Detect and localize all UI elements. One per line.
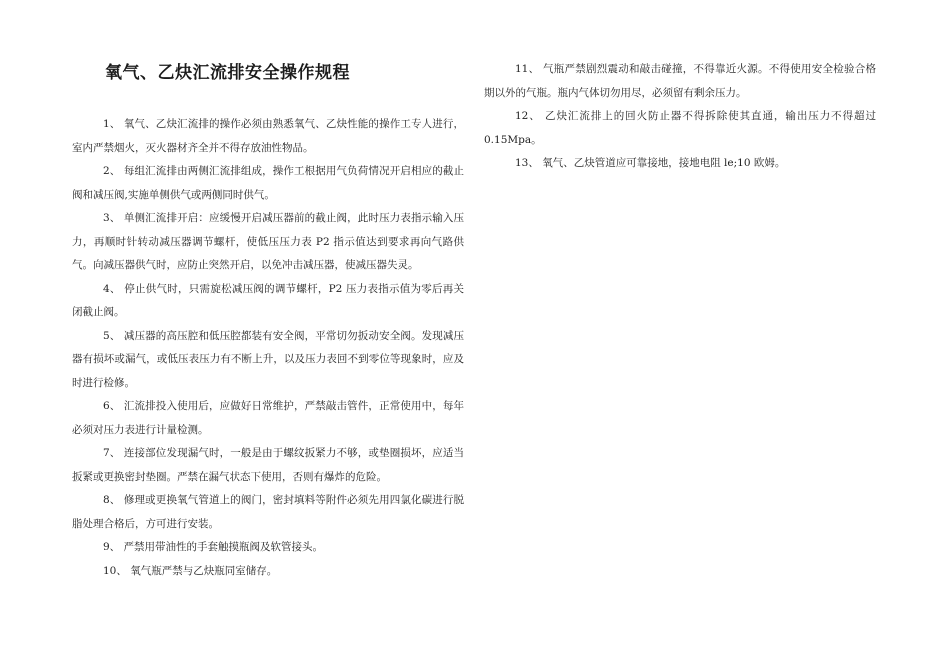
rule-item-4: 4、 停止供气时，只需旋松减压阀的调节螺杆，P2 压力表指示值为零后再关闭截止阀。 <box>72 282 464 318</box>
rule-item-7: 7、 连接部位发现漏气时，一般是由于螺纹扳紧力不够，或垫圈损坏，应适当扳紧或更换密封垫圈。严禁在漏气状态下使用，否则有爆炸的危险。 <box>72 447 464 483</box>
rule-item-8: 8、 修理或更换氧气管道上的阀门，密封填料等附件必须先用四氯化碳进行脱脂处理合格后，方可进行安装。 <box>72 494 464 530</box>
left-column <box>72 113 464 583</box>
rule-item-6: 6、 汇流排投入使用后，应做好日常维护，严禁敲击管件，正常使用中，每年必须对压力表进行计量检测。 <box>72 400 464 436</box>
rule-item-12: 12、 乙炔汇流排上的回火防止器不得拆除使其直通，输出压力不得超过 0.15Mpa。 <box>484 110 876 146</box>
rule-item-10: 10、 氧气瓶严禁与乙炔瓶同室储存。 <box>103 564 278 577</box>
rule-item-3: 3、 单侧汇流排开启：应缓慢开启减压器前的截止阀，此时压力表指示输入压力，再顺时针转动减压器调节螺杆，使低压压力表 P2 指示值达到要求再向气路供气。向减压器供气时，应防止突然开启，以免冲击减压器，使减压器失灵。 <box>72 212 464 271</box>
document-title: 氧气、乙炔汇流排安全操作规程 <box>105 63 350 83</box>
rule-item-9: 9、 严禁用带油性的手套触摸瓶阀及软管接头。 <box>103 541 324 553</box>
rule-item-13: 13、 氧气、乙炔管道应可靠接地，接地电阻 le;10 欧姆。 <box>515 157 786 169</box>
rule-item-11: 11、 气瓶严禁剧烈震动和敲击碰撞，不得靠近火源。不得使用安全检验合格期以外的气瓶。瓶内气体切勿用尽，必须留有剩余压力。 <box>484 63 876 99</box>
right-column <box>484 58 876 176</box>
rule-item-5: 5、 减压器的高压腔和低压腔都装有安全阀，平常切勿扳动安全阀。发现减压器有损坏或漏气，或低压表压力有不断上升，以及压力表回不到零位等现象时，应及时进行检修。 <box>72 329 464 389</box>
rule-item-1: 1、 氧气、乙炔汇流排的操作必须由熟悉氧气、乙炔性能的操作工专人进行，室内严禁烟火，灭火器材齐全并不得存放油性物品。 <box>72 118 464 154</box>
rule-item-2: 2、 每组汇流排由两侧汇流排组成，操作工根据用气负荷情况开启相应的截止阀和减压阀,实施单侧供气或两侧同时供气。 <box>72 165 464 201</box>
